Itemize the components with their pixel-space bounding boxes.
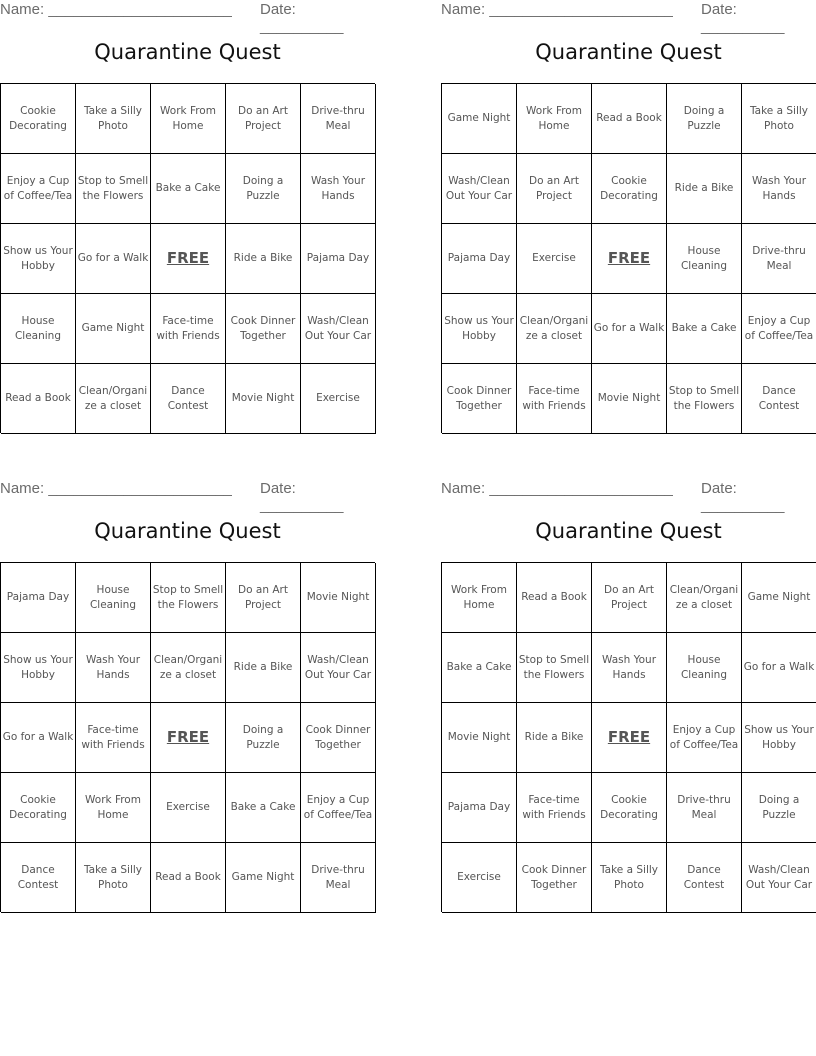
bingo-cell: Work From Home [517,84,592,154]
bingo-cell: Stop to Smell the Flowers [667,364,742,434]
bingo-cell: Drive-thru Meal [301,843,376,913]
bingo-cell: Go for a Walk [592,294,667,364]
bingo-cell: Pajama Day [442,224,517,294]
bingo-cell: Game Night [742,563,816,633]
bingo-cell: Enjoy a Cup of Coffee/Tea [742,294,816,364]
bingo-cell: Pajama Day [442,773,517,843]
bingo-cell: Pajama Day [1,563,76,633]
bingo-cell: Read a Book [151,843,226,913]
bingo-cell: Exercise [301,364,376,434]
bingo-cell: Drive-thru Meal [301,84,376,154]
bingo-cell: Show us Your Hobby [1,224,76,294]
bingo-cell: Exercise [517,224,592,294]
bingo-cell: Wash Your Hands [742,154,816,224]
free-space: FREE [151,703,226,773]
bingo-cell: Do an Art Project [592,563,667,633]
free-space: FREE [592,703,667,773]
bingo-cell: Take a Silly Photo [76,84,151,154]
bingo-cell: House Cleaning [1,294,76,364]
date-field[interactable]: Date: __________ [260,1,344,35]
bingo-cell: Face-time with Friends [517,364,592,434]
bingo-cell: Exercise [151,773,226,843]
bingo-cell: Doing a Puzzle [226,703,301,773]
bingo-card-3 [0,479,375,891]
bingo-cell: Read a Book [1,364,76,434]
bingo-cell: House Cleaning [667,224,742,294]
card-title: Quarantine Quest [94,519,281,543]
bingo-cell: Drive-thru Meal [742,224,816,294]
bingo-cell: Show us Your Hobby [1,633,76,703]
bingo-cell: Clean/Organize a closet [667,563,742,633]
bingo-cell: Drive-thru Meal [667,773,742,843]
name-field[interactable]: Name: ______________________ [441,1,673,18]
bingo-cell: Take a Silly Photo [742,84,816,154]
bingo-cell: Ride a Bike [517,703,592,773]
bingo-cell: Face-time with Friends [517,773,592,843]
bingo-cell: Wash/Clean Out Your Car [442,154,517,224]
bingo-cell: Wash/Clean Out Your Car [301,633,376,703]
bingo-cell: Ride a Bike [226,224,301,294]
bingo-cell: Doing a Puzzle [742,773,816,843]
bingo-cell: Work From Home [151,84,226,154]
bingo-cell: Cookie Decorating [1,773,76,843]
bingo-cell: Exercise [442,843,517,913]
name-field[interactable]: Name: ______________________ [0,480,232,497]
bingo-cell: Dance Contest [742,364,816,434]
bingo-cell: Stop to Smell the Flowers [517,633,592,703]
bingo-cell: Enjoy a Cup of Coffee/Tea [1,154,76,224]
bingo-cell: Bake a Cake [151,154,226,224]
name-field[interactable]: Name: ______________________ [0,1,232,18]
card-header [441,1,816,35]
bingo-cell: Cook Dinner Together [442,364,517,434]
free-space: FREE [151,224,226,294]
bingo-cell: Wash Your Hands [301,154,376,224]
bingo-card-2 [441,0,816,412]
bingo-card-4 [441,479,816,891]
card-title: Quarantine Quest [535,519,722,543]
bingo-cell: Do an Art Project [226,84,301,154]
free-space: FREE [592,224,667,294]
bingo-cell: Enjoy a Cup of Coffee/Tea [667,703,742,773]
bingo-cell: Wash Your Hands [592,633,667,703]
bingo-cell: Pajama Day [301,224,376,294]
bingo-cell: Movie Night [592,364,667,434]
bingo-cell: Doing a Puzzle [226,154,301,224]
bingo-cell: Wash Your Hands [76,633,151,703]
bingo-cell: Clean/Organize a closet [517,294,592,364]
bingo-cell: Wash/Clean Out Your Car [742,843,816,913]
bingo-cell: Dance Contest [667,843,742,913]
bingo-cell: Movie Night [226,364,301,434]
bingo-cell: Cook Dinner Together [226,294,301,364]
bingo-cell: House Cleaning [667,633,742,703]
bingo-cell: Go for a Walk [1,703,76,773]
card-title: Quarantine Quest [535,40,722,64]
bingo-grid [0,83,375,433]
bingo-cell: Read a Book [592,84,667,154]
bingo-cell: Ride a Bike [667,154,742,224]
bingo-card-1 [0,0,375,412]
bingo-cell: Clean/Organize a closet [76,364,151,434]
bingo-cell: Cook Dinner Together [517,843,592,913]
bingo-cell: Dance Contest [151,364,226,434]
bingo-cell: Stop to Smell the Flowers [76,154,151,224]
bingo-cell: Ride a Bike [226,633,301,703]
card-header [0,1,375,35]
bingo-cell: Stop to Smell the Flowers [151,563,226,633]
bingo-cell: Bake a Cake [226,773,301,843]
bingo-cell: Show us Your Hobby [442,294,517,364]
bingo-cell: Do an Art Project [517,154,592,224]
bingo-cell: Clean/Organize a closet [151,633,226,703]
card-title: Quarantine Quest [94,40,281,64]
date-field[interactable]: Date: __________ [701,1,785,35]
bingo-cell: Dance Contest [1,843,76,913]
bingo-grid [0,562,375,912]
bingo-cell: Cook Dinner Together [301,703,376,773]
bingo-cell: Face-time with Friends [76,703,151,773]
bingo-cell: Wash/Clean Out Your Car [301,294,376,364]
bingo-cell: Game Night [226,843,301,913]
card-header [0,480,375,514]
bingo-cell: Game Night [442,84,517,154]
bingo-cell: House Cleaning [76,563,151,633]
bingo-cell: Movie Night [301,563,376,633]
bingo-cell: Read a Book [517,563,592,633]
bingo-cell: Show us Your Hobby [742,703,816,773]
bingo-cell: Go for a Walk [76,224,151,294]
bingo-cell: Do an Art Project [226,563,301,633]
bingo-cell: Cookie Decorating [1,84,76,154]
bingo-cell: Take a Silly Photo [592,843,667,913]
bingo-cell: Enjoy a Cup of Coffee/Tea [301,773,376,843]
bingo-cell: Work From Home [76,773,151,843]
bingo-cell: Cookie Decorating [592,154,667,224]
bingo-cell: Bake a Cake [667,294,742,364]
name-field[interactable]: Name: ______________________ [441,480,673,497]
bingo-cell: Work From Home [442,563,517,633]
date-field[interactable]: Date: __________ [260,480,344,514]
date-field[interactable]: Date: __________ [701,480,785,514]
bingo-cell: Go for a Walk [742,633,816,703]
bingo-cell: Face-time with Friends [151,294,226,364]
bingo-cell: Bake a Cake [442,633,517,703]
bingo-cell: Game Night [76,294,151,364]
bingo-cell: Movie Night [442,703,517,773]
bingo-cell: Doing a Puzzle [667,84,742,154]
bingo-grid [441,562,816,912]
bingo-cell: Take a Silly Photo [76,843,151,913]
bingo-grid [441,83,816,433]
bingo-cell: Cookie Decorating [592,773,667,843]
card-header [441,480,816,514]
